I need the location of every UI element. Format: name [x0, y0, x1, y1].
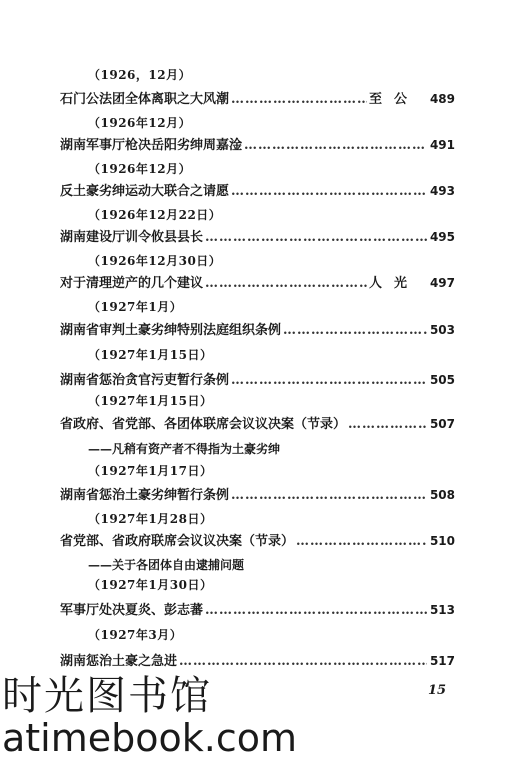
entry-title: 湖南省惩治土豪劣绅暂行条例 — [60, 488, 230, 503]
page-number: 15 — [428, 683, 447, 698]
dot-leader — [231, 184, 427, 199]
entry-page-number: 508 — [429, 488, 455, 502]
toc-entry[interactable] — [60, 134, 455, 156]
entry-date: （1926，12月） — [88, 68, 192, 82]
entry-author: 人光 — [368, 276, 419, 291]
entry-page-number: 507 — [429, 417, 455, 431]
entry-date: （1927年3月） — [88, 628, 183, 642]
entry-date: （1927年1月） — [88, 300, 183, 314]
entry-title: 军事厅处决夏炎、彭志蕃 — [60, 603, 204, 618]
entry-title: 反土豪劣绅运动大联合之请愿 — [60, 184, 230, 199]
dot-leader — [244, 138, 427, 153]
entry-title: 湖南军事厅枪决岳阳劣绅周嘉淦 — [60, 138, 243, 153]
entry-page-number: 497 — [429, 276, 455, 290]
dot-leader — [283, 323, 427, 338]
entry-title: 湖南惩治土豪之急进 — [60, 654, 178, 669]
entry-title: 省政府、省党部、各团体联席会议议决案（节录） — [60, 417, 347, 432]
watermark-url: atimebook.com — [2, 716, 298, 760]
toc-entry[interactable] — [60, 530, 455, 552]
entry-date: （1927年1月30日） — [88, 578, 213, 592]
entry-page-number: 493 — [429, 184, 455, 198]
toc-entry[interactable] — [60, 413, 455, 435]
dot-leader — [231, 92, 367, 107]
entry-title: 对于清理逆产的几个建议 — [60, 276, 204, 291]
entry-page-number: 491 — [429, 138, 455, 152]
toc-entry[interactable] — [60, 226, 455, 248]
entry-subtitle: ——关于各团体自由逮捕问题 — [88, 558, 245, 572]
entry-date: （1926年12月） — [88, 116, 192, 130]
watermark-chinese: 时光图书馆 — [2, 673, 212, 719]
entry-date: （1926年12月30日） — [88, 254, 222, 268]
dot-leader — [231, 488, 427, 503]
entry-title: 湖南建设厅训令攸县县长 — [60, 230, 204, 245]
toc-entry[interactable] — [60, 369, 455, 391]
entry-page-number: 503 — [429, 323, 455, 337]
toc-entry[interactable] — [60, 484, 455, 506]
entry-subtitle: ——凡稍有资产者不得指为土豪劣绅 — [88, 442, 281, 456]
entry-title: 省党部、省政府联席会议议决案（节录） — [60, 534, 295, 549]
dot-leader — [205, 230, 427, 245]
toc-entry[interactable] — [60, 180, 455, 202]
entry-page-number: 517 — [429, 654, 455, 668]
entry-date: （1927年1月28日） — [88, 512, 213, 526]
entry-page-number: 513 — [429, 603, 455, 617]
entry-page-number: 510 — [429, 534, 455, 548]
toc-entry[interactable] — [60, 272, 455, 294]
entry-date: （1926年12月22日） — [88, 208, 222, 222]
entry-page-number: 489 — [429, 92, 455, 106]
dot-leader — [231, 373, 427, 388]
entry-page-number: 505 — [429, 373, 455, 387]
dot-leader — [348, 417, 427, 432]
entry-title: 湖南省惩治贪官污吏暂行条例 — [60, 373, 230, 388]
dot-leader — [205, 603, 427, 618]
toc-entry[interactable] — [60, 88, 455, 110]
entry-author: 至公 — [368, 92, 419, 107]
entry-date: （1927年1月17日） — [88, 464, 213, 478]
dot-leader — [296, 534, 427, 549]
entry-title: 石门公法团全体离职之大风潮 — [60, 92, 230, 107]
toc-entry[interactable] — [60, 319, 455, 341]
entry-date: （1926年12月） — [88, 162, 192, 176]
toc-entry[interactable] — [60, 599, 455, 621]
entry-title: 湖南省审判土豪劣绅特别法庭组织条例 — [60, 323, 282, 338]
entry-date: （1927年1月15日） — [88, 394, 213, 408]
dot-leader — [179, 654, 427, 669]
entry-date: （1927年1月15日） — [88, 348, 213, 362]
dot-leader — [205, 276, 367, 291]
entry-page-number: 495 — [429, 230, 455, 244]
